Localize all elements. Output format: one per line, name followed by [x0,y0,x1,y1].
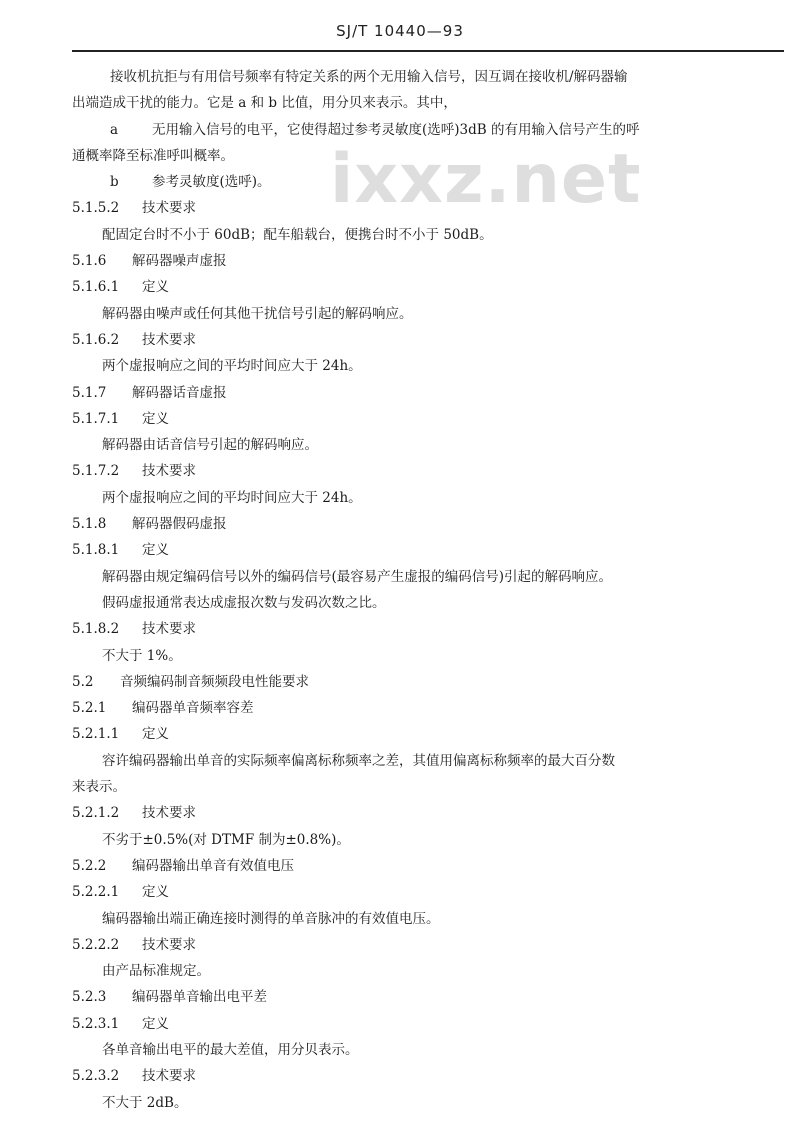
paragraph-line: 出端造成干扰的能力。它是 a 和 b 比值，用分贝来表示。其中， [72,95,457,112]
section-heading [72,695,787,721]
section-heading [72,800,787,826]
section-number: 5.2.1.1 [72,726,120,743]
section-title: 解码器噪声虚报 [132,253,227,270]
section-title: 技术要求 [142,805,196,822]
section-heading [72,248,787,274]
section-number: 5.2.2 [72,857,107,874]
section-heading [72,380,787,406]
section-number: 5.1.6.2 [72,331,120,348]
section-heading [72,537,787,563]
section-number: 5.2.3.1 [72,1015,120,1032]
section-body: 解码器由规定编码信号以外的编码信号(最容易产生虚报的编码信号)引起的解码响应。 [102,568,613,585]
section-title: 解码器话音虚报 [132,384,227,401]
section-body: 两个虚报响应之间的平均时间应大于 24h。 [102,489,362,506]
section-body: 容许编码器输出单音的实际频率偏离标称频率之差，其值用偏离标称频率的最大百分数 [102,752,615,769]
section-number: 5.2.3 [72,989,107,1006]
section-body: 两个虚报响应之间的平均时间应大于 24h。 [102,358,362,375]
section-body: 来表示。 [72,779,126,796]
section-heading [72,669,787,695]
section-title: 技术要求 [142,936,196,953]
section-title: 定义 [142,1015,169,1032]
section-number: 5.1.8.2 [72,621,120,638]
section-title: 解码器假码虚报 [132,516,227,533]
section-title: 定义 [142,884,169,901]
section-body: 解码器由噪声或任何其他干扰信号引起的解码响应。 [102,305,413,322]
section-heading [72,932,787,958]
section-body: 假码虚报通常表达成虚报次数与发码次数之比。 [102,594,386,611]
section-number: 5.2.2.1 [72,884,120,901]
section-heading [72,853,787,879]
list-item-text: 无用输入信号的电平，它使得超过参考灵敏度(选呼)3dB 的有用输入信号产生的呼 [152,121,640,138]
section-number: 5.2.1.2 [72,805,120,822]
section-heading [72,879,787,905]
section-title: 技术要求 [142,463,196,480]
section-title: 定义 [142,726,169,743]
section-number: 5.1.6 [72,253,107,270]
section-heading [72,511,787,537]
list-item-text: 参考灵敏度(选呼)。 [152,174,271,191]
section-heading [72,1063,787,1089]
section-number: 5.1.5.2 [72,200,120,217]
section-number: 5.1.6.1 [72,279,120,296]
section-title: 编码器单音频率容差 [132,700,254,717]
section-title: 音频编码制音频频段电性能要求 [120,673,309,690]
section-number: 5.2 [72,673,94,690]
section-body: 配固定台时不小于 60dB；配车船载台，便携台时不小于 50dB。 [102,226,493,243]
section-number: 5.2.3.2 [72,1068,120,1085]
section-heading [72,406,787,432]
section-body: 由产品标准规定。 [102,963,210,980]
watermark: ixxz.net [330,140,642,219]
section-heading [72,616,787,642]
section-number: 5.1.7 [72,384,107,401]
page-header-standard-code: SJ/T 10440—93 [336,22,464,40]
section-body: 不劣于±0.5%(对 DTMF 制为±0.8%)。 [102,831,350,848]
section-number: 5.1.7.2 [72,463,120,480]
section-heading [72,458,787,484]
section-title: 技术要求 [142,621,196,638]
section-heading [72,1011,787,1037]
section-heading [72,721,787,747]
section-body: 各单音输出电平的最大差值，用分贝表示。 [102,1041,359,1058]
list-item-b [72,169,787,195]
section-heading [72,984,787,1010]
section-number: 5.1.8.1 [72,542,120,559]
list-item-letter: b [110,174,119,191]
section-body: 不大于 1%。 [102,647,182,664]
section-title: 定义 [142,410,169,427]
paragraph-line: 接收机抗拒与有用信号频率有特定关系的两个无用输入信号，因互调在接收机/解码器输 [110,69,628,85]
section-heading [72,195,787,221]
section-title: 定义 [142,279,169,296]
header-rule [72,50,784,52]
section-number: 5.1.8 [72,516,107,533]
section-title: 技术要求 [142,200,196,217]
list-item-letter: a [110,121,119,138]
section-title: 编码器单音输出电平差 [132,989,267,1006]
section-heading [72,274,787,300]
list-item-a [72,117,787,143]
section-title: 编码器输出单音有效值电压 [132,857,294,874]
section-body: 编码器输出端正确连接时测得的单音脉冲的有效值电压。 [102,910,440,927]
paragraph-line: 通概率降至标准呼叫概率。 [72,147,234,164]
section-body: 解码器由话音信号引起的解码响应。 [102,437,318,454]
section-number: 5.1.7.1 [72,410,120,427]
section-heading [72,327,787,353]
section-number: 5.2.1 [72,700,107,717]
section-title: 技术要求 [142,1068,196,1085]
document-body [72,64,787,1116]
section-number: 5.2.2.2 [72,936,120,953]
section-title: 技术要求 [142,331,196,348]
section-title: 定义 [142,542,169,559]
section-body: 不大于 2dB。 [102,1094,188,1111]
